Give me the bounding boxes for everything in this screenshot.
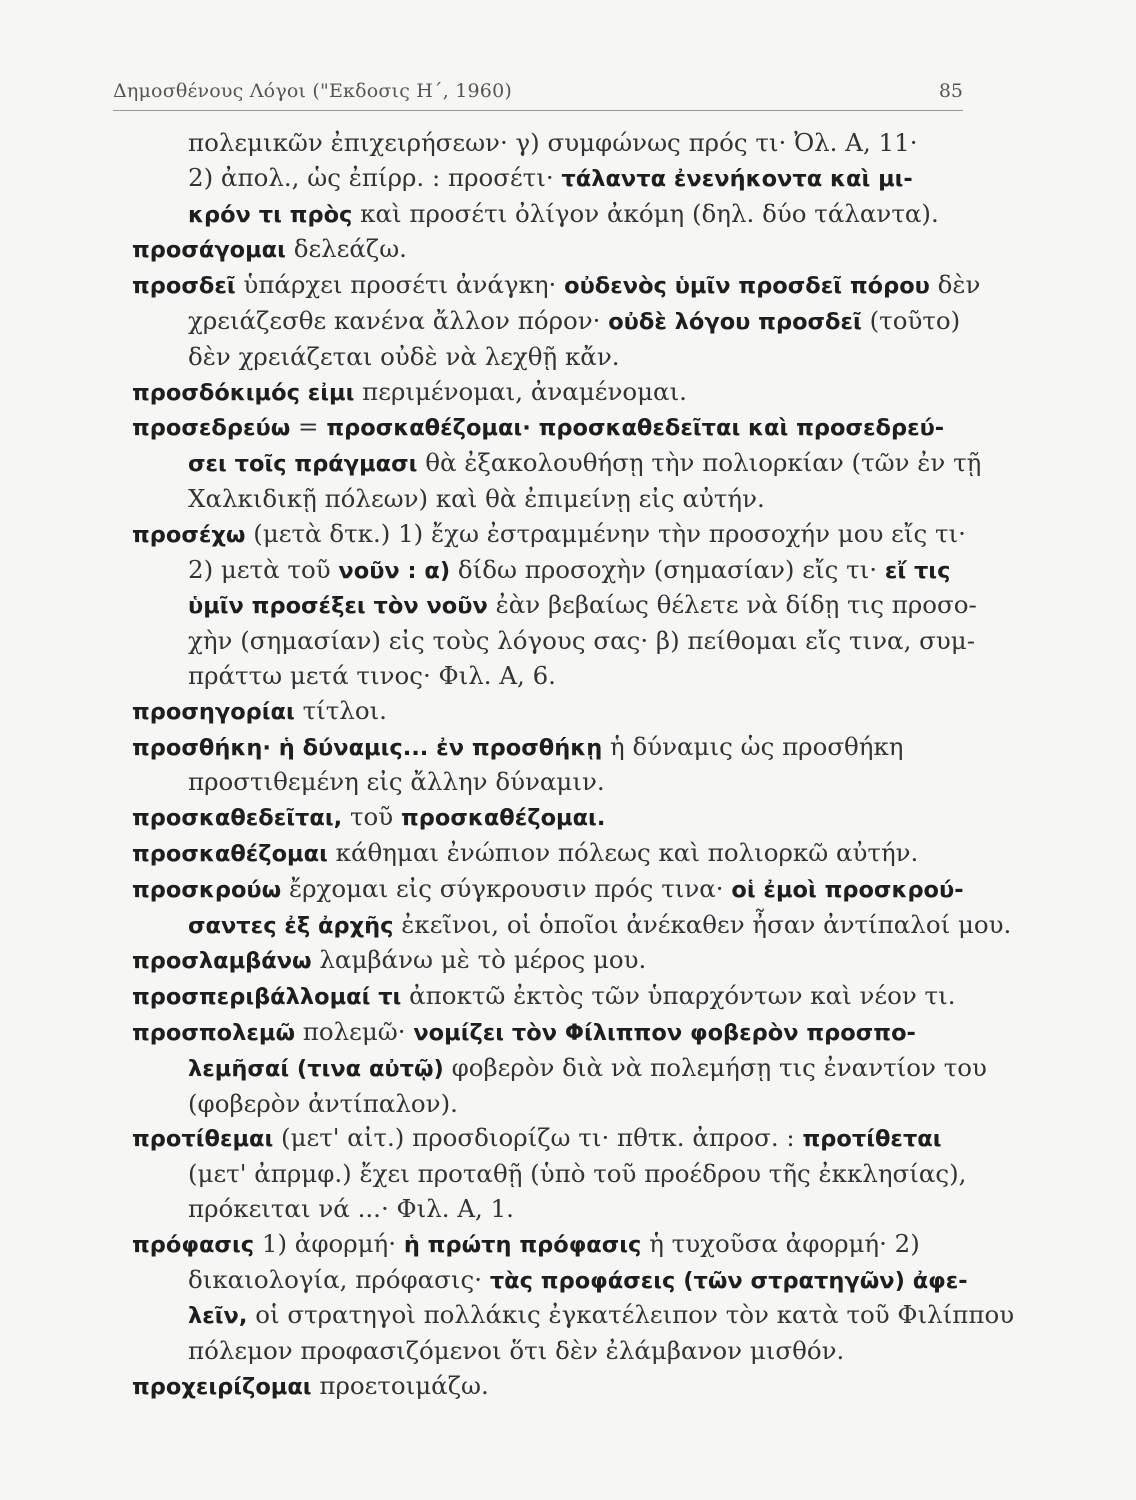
entry-continuation-line (132, 340, 978, 375)
definition-text: (μετὰ δτκ.) 1) ἔχω ἐστραμμένην τὴν προσοχήν μου εἴς τι· (245, 518, 966, 548)
definition-text: δίδω προσοχὴν (σημασίαν) εἴς τι· (450, 554, 885, 584)
definition-text: δὲν χρειάζεται οὐδὲ νὰ λεχθῇ κἄν. (188, 341, 620, 371)
definition-text: πόλεμον προφασιζόμενοι ὅτι δὲν ἐλάμβανον μισθόν. (188, 1336, 845, 1366)
bold-term: οὐδενὸς ὑμῖν προσδεῖ πόρου (564, 273, 930, 300)
entry-continuation-line (132, 482, 978, 517)
entry-headword-line (132, 1227, 978, 1263)
running-header (113, 78, 963, 111)
entry-continuation-line (132, 908, 1012, 944)
definition-text: περιμένομαι, ἀναμένομαι. (354, 376, 687, 406)
bold-term: οὐδὲ λόγου προσδεῖ (608, 308, 862, 335)
definition-text: τοῦ (342, 802, 401, 832)
definition-text: 2) ἀπολ., ὡς ἐπίρρ. : προσέτι· (188, 162, 562, 192)
entry-headword-line (132, 800, 978, 836)
definition-text: καὶ προσέτι ὀλίγον ἀκόμη (δηλ. δύο τάλαντα). (352, 198, 939, 228)
bold-term: πρόφασις (132, 1231, 255, 1258)
definition-text: ἔρχομαι εἰς σύγκρουσιν πρός τινα· (281, 873, 732, 903)
bold-term: προσκαθέζομαι. (400, 805, 606, 832)
bold-term: τάλαντα ἐνενήκοντα καὶ μι- (561, 165, 913, 192)
definition-text: δελεάζω. (285, 234, 407, 264)
entry-headword-line (132, 1015, 978, 1051)
entry-continuation-line (132, 659, 978, 694)
definition-text: χρειάζεσθε κανένα ἄλλον πόρον· (188, 305, 609, 335)
bold-term: προσκρούω (132, 876, 282, 903)
bold-term: προτίθεται (802, 1126, 942, 1153)
bold-term: προσπεριβάλλομαί τι (132, 984, 402, 1011)
bold-term: σαντες ἐξ ἀρχῆς (188, 912, 394, 939)
bold-term: προσεδρεύω (132, 415, 291, 442)
entry-continuation-line (132, 1263, 978, 1299)
entry-continuation-line (132, 197, 978, 233)
entry-continuation-line (132, 553, 978, 589)
entry-continuation-line (132, 161, 978, 197)
entry-headword-line (132, 232, 978, 268)
definition-text: ἡ δύναμις ὡς προσθήκη (602, 731, 904, 761)
definition-text: προστιθεμένη εἰς ἄλλην δύναμιν. (188, 767, 605, 797)
bold-term: προσκαθεδεῖται, (132, 805, 343, 832)
bold-term: οἱ ἐμοὶ προσκρού- (731, 876, 964, 903)
definition-text: θὰ ἐξακολουθήσῃ τὴν πολιορκίαν (τῶν ἐν τῇ (417, 448, 982, 478)
definition-text: = (290, 412, 327, 442)
definition-text: πολεμικῶν ἐπιχειρήσεων· γ) συμφώνως πρός τι· Ὀλ. Α, 11· (188, 128, 918, 157)
definition-text: Χαλκιδικῇ πόλεων) καὶ θὰ ἐπιμείνῃ εἰς αὐτήν. (188, 483, 765, 513)
bold-term: προσθήκη· ἡ δύναμις... ἐν προσθήκῃ (132, 734, 603, 761)
bold-term: προσκαθέζομαι· προσκαθεδεῖται καὶ προσεδρεύ- (326, 415, 945, 442)
bold-term: προσηγορίαι (132, 698, 295, 725)
definition-text: χὴν (σημασίαν) εἰς τοὺς λόγους σας· β) πείθομαι εἴς τινα, συμ- (188, 626, 975, 656)
entry-continuation-line (132, 304, 978, 340)
bold-term: προτίθεμαι (132, 1126, 274, 1153)
entry-headword-line (132, 1369, 978, 1405)
entry-continuation-line (132, 1051, 987, 1087)
bold-term: τὰς προφάσεις (τῶν στρατηγῶν) ἀφε- (489, 1267, 968, 1294)
entry-headword-line (132, 375, 978, 411)
entry-continuation-line (132, 588, 978, 624)
bold-term: λεμῆσαί (τινα αὐτῷ) (188, 1055, 444, 1082)
entry-headword-line (132, 872, 978, 908)
definition-text: (τοῦτο) (861, 305, 961, 335)
bold-term: κρόν τι πρὸς (188, 201, 353, 228)
definition-text: (φοβερὸν ἀντίπαλον). (188, 1088, 458, 1118)
definition-text: ἐκεῖνοι, οἱ ὁποῖοι ἀνέκαθεν ἦσαν ἀντίπαλοί μου. (393, 909, 1012, 939)
definition-text: τίτλοι. (294, 695, 387, 725)
entry-continuation-line (132, 765, 978, 800)
definition-text: δικαιολογία, πρόφασις· (188, 1264, 490, 1294)
bold-term: λεῖν, (188, 1303, 248, 1330)
bold-term: προσδεῖ (132, 273, 236, 300)
entry-continuation-line (132, 1087, 978, 1122)
bold-term: νοῦν : α) (338, 557, 451, 584)
entry-headword-line (132, 979, 978, 1015)
entry-headword-line (132, 268, 981, 304)
definition-text: δὲν (929, 270, 981, 300)
entry-continuation-line (132, 1157, 978, 1192)
definition-text: πολεμῶ· (295, 1016, 414, 1046)
bold-term: ὑμῖν προσέξει τὸν νοῦν (188, 593, 488, 620)
entry-headword-line (132, 730, 978, 766)
bold-term: εἴ τις (884, 557, 951, 584)
definition-text: ἡ τυχοῦσα ἀφορμή· 2) (641, 1228, 920, 1258)
entry-headword-line (132, 1121, 978, 1157)
definition-text: 2) μετὰ τοῦ (188, 554, 339, 584)
definition-text: 1) ἀφορμή· (254, 1228, 404, 1258)
glossary-entries (132, 126, 1015, 1405)
entry-continuation-line (132, 1334, 978, 1369)
entry-continuation-line (132, 1192, 978, 1227)
entry-continuation-line (132, 1298, 1015, 1334)
bold-term: προσπολεμῶ (132, 1019, 296, 1046)
entry-continuation-line (132, 126, 978, 161)
entry-headword-line (132, 943, 978, 979)
entry-headword-line (132, 410, 978, 446)
definition-text: (μετ' αἰτ.) προσδιορίζω τι· πθτκ. ἀπροσ. : (273, 1123, 803, 1153)
bold-term: σει τοῖς πράγμασι (188, 451, 418, 478)
bold-term: προσλαμβάνω (132, 948, 312, 975)
bold-term: προχειρίζομαι (132, 1373, 312, 1400)
page-number: 85 (938, 80, 963, 102)
definition-text: πράττω μετά τινος· Φιλ. Α, 6. (188, 660, 556, 690)
definition-text: φοβερὸν διὰ νὰ πολεμήσῃ τις ἐναντίον του (443, 1052, 987, 1082)
entry-continuation-line (132, 446, 982, 482)
definition-text: ὑπάρχει προσέτι ἀνάγκη· (235, 270, 565, 300)
bold-term: προσκαθέζομαι (132, 840, 328, 867)
bold-term: προσέχω (132, 521, 246, 548)
entry-headword-line (132, 517, 978, 553)
bold-term: νομίζει τὸν Φίλιππον φοβερὸν προσπο- (413, 1019, 916, 1046)
definition-text: προετοιμάζω. (311, 1370, 489, 1400)
definition-text: (μετ' ἀπρμφ.) ἔχει προταθῇ (ὑπὸ τοῦ προέδρου τῆς ἐκκλησίας), (188, 1159, 967, 1189)
definition-text: ἀποκτῶ ἐκτὸς τῶν ὑπαρχόντων καὶ νέον τι. (401, 981, 956, 1011)
definition-text: κάθημαι ἐνώπιον πόλεως καὶ πολιορκῶ αὐτήν. (327, 837, 919, 867)
definition-text: οἱ στρατηγοὶ πολλάκις ἐγκατέλειπον τὸν κατὰ τοῦ Φιλίππου (247, 1300, 1015, 1330)
bold-term: προσάγομαι (132, 237, 286, 264)
bold-term: προσδόκιμός εἰμι (132, 379, 355, 406)
definition-text: πρόκειται νά ...· Φιλ. Α, 1. (188, 1193, 514, 1223)
entry-continuation-line (132, 624, 978, 659)
entry-headword-line (132, 836, 978, 872)
entry-headword-line (132, 694, 978, 730)
definition-text: λαμβάνω μὲ τὸ μέρος μου. (311, 945, 647, 975)
running-title: Δημοσθένους Λόγοι ("Εκδοσις Η΄, 1960) (113, 80, 512, 102)
bold-term: ἡ πρώτη πρόφασις (403, 1231, 642, 1258)
definition-text: ἐὰν βεβαίως θέλετε νὰ δίδῃ τις προσο- (487, 590, 977, 620)
